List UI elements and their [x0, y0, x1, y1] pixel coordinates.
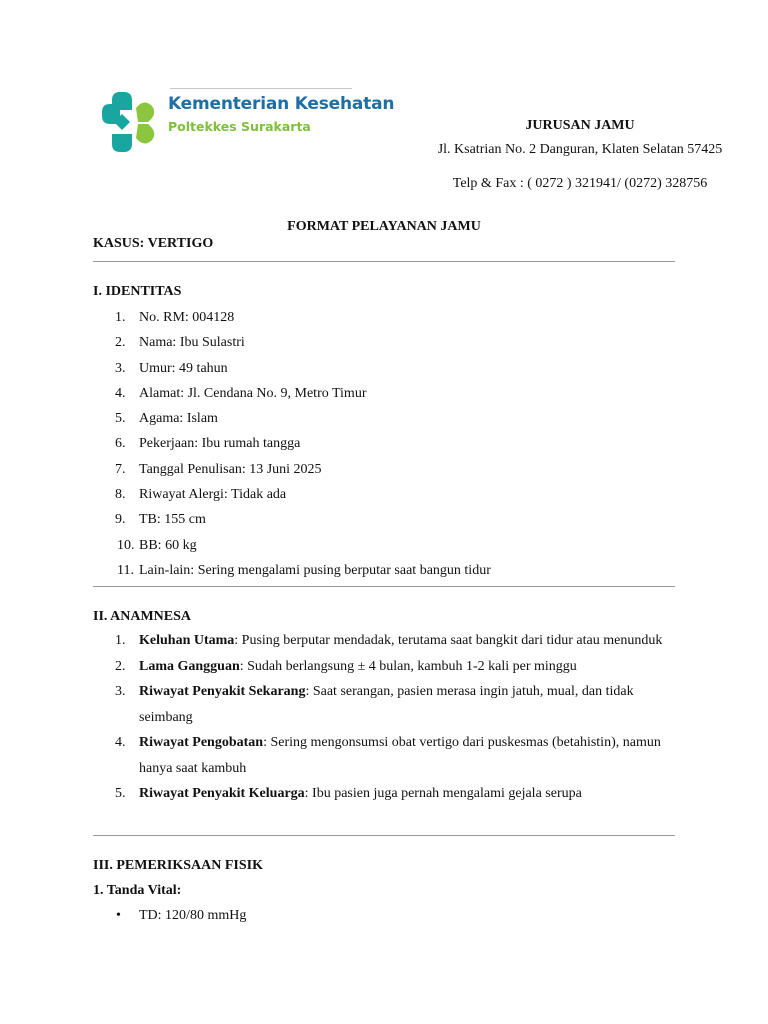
document-title: FORMAT PELAYANAN JAMU — [287, 219, 481, 234]
institution-name: JURUSAN JAMU — [525, 118, 635, 133]
list-item: 5. Agama: Islam — [115, 411, 218, 427]
divider — [93, 835, 675, 836]
section-heading-pemeriksaan: III. PEMERIKSAAN FISIK — [93, 858, 263, 873]
list-item: 1. Keluhan Utama: Pusing berputar mendadak, terutama saat bangkit dari tidur atau menunduk — [115, 633, 663, 648]
divider — [93, 261, 675, 262]
logo-divider — [170, 88, 352, 89]
list-item: 8. Riwayat Alergi: Tidak ada — [115, 487, 287, 503]
list-item: 4. Alamat: Jl. Cendana No. 9, Metro Timur — [115, 385, 367, 401]
logo-subtitle: Poltekkes Surakarta — [168, 119, 311, 134]
identitas-list — [93, 309, 491, 587]
list-item: 2. Nama: Ibu Sulastri — [115, 335, 245, 351]
list-item: 7. Tanggal Penulisan: 13 Juni 2025 — [115, 461, 322, 477]
case-label: KASUS: VERTIGO — [93, 236, 214, 251]
list-item: 3. Umur: 49 tahun — [115, 360, 228, 376]
list-item: 5. Riwayat Penyakit Keluarga: Ibu pasien juga pernah mengalami gejala serupa — [115, 786, 582, 801]
list-item: • TD: 120/80 mmHg — [93, 908, 246, 924]
list-item: 1. No. RM: 004128 — [115, 310, 235, 325]
list-item: 6. Pekerjaan: Ibu rumah tangga — [115, 436, 301, 452]
institution-address: Jl. Ksatrian No. 2 Danguran, Klaten Selatan 57425 — [437, 142, 723, 157]
divider — [93, 586, 675, 587]
list-item: 3. Riwayat Penyakit Sekarang: Saat serangan, pasien merasa ingin jatuh, mual, dan tidak seimbang — [115, 684, 634, 725]
list-item: 9. TB: 155 cm — [115, 512, 206, 528]
institution-telp: Telp & Fax : ( 0272 ) 321941/ (0272) 328756 — [452, 176, 708, 191]
list-item: 2. Lama Gangguan: Sudah berlangsung ± 4 bulan, kambuh 1-2 kali per minggu — [115, 658, 577, 674]
list-item: 10. BB: 60 kg — [117, 537, 197, 553]
logo-name: Kementerian Kesehatan — [168, 94, 395, 114]
sub-heading-tanda-vital: 1. Tanda Vital: — [93, 883, 182, 898]
list-item: 11. Lain-lain: Sering mengalami pusing berputar saat bangun tidur — [117, 562, 491, 578]
anamnesa-list — [93, 628, 673, 807]
list-item: 4. Riwayat Pengobatan: Sering mengonsumsi obat vertigo dari puskesmas (betahistin), namun hanya saat kambuh — [115, 735, 661, 776]
section-heading-identitas: I. IDENTITAS — [93, 284, 182, 299]
tanda-vital-list — [93, 908, 246, 924]
section-heading-anamnesa: II. ANAMNESA — [93, 609, 192, 624]
